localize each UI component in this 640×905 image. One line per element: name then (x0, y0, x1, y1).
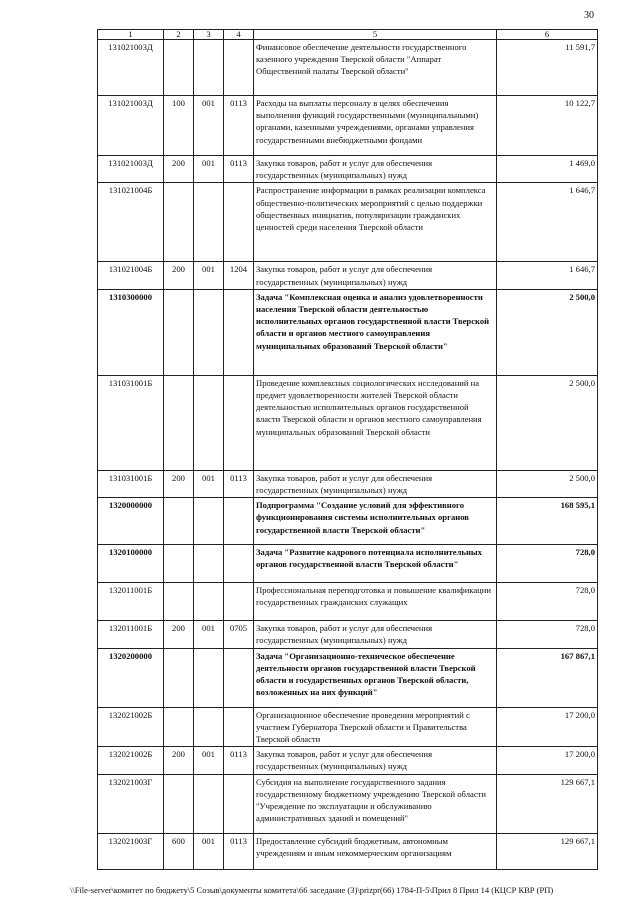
ministry-code-cell (194, 183, 224, 262)
classification-code-cell: 1310300000 (98, 289, 164, 375)
expense-type-cell: 200 (164, 156, 194, 183)
item-name-cell: Финансовое обеспечение деятельности государственного казенного учреждения Тверской области "Аппарат Общественной палаты Тверской области" (254, 40, 497, 96)
amount-cell: 2 500,0 (497, 289, 598, 375)
expense-type-cell: 100 (164, 96, 194, 156)
section-code-cell: 0113 (224, 470, 254, 497)
column-header: 4 (224, 30, 254, 40)
table-row (98, 545, 598, 583)
section-code-cell: 0113 (224, 156, 254, 183)
section-code-cell: 0113 (224, 747, 254, 774)
ministry-code-cell (194, 289, 224, 375)
amount-cell: 129 667,1 (497, 774, 598, 833)
column-header: 3 (194, 30, 224, 40)
classification-code-cell: 131031001Б (98, 375, 164, 470)
ministry-code-cell (194, 648, 224, 707)
classification-code-cell: 132011001Б (98, 621, 164, 648)
ministry-code-cell: 001 (194, 833, 224, 869)
amount-cell: 167 867,1 (497, 648, 598, 707)
section-code-cell (224, 498, 254, 545)
ministry-code-cell: 001 (194, 96, 224, 156)
classification-code-cell: 131021003Д (98, 96, 164, 156)
expense-type-cell (164, 375, 194, 470)
table-row (98, 183, 598, 262)
classification-code-cell: 131021003Д (98, 156, 164, 183)
column-header: 5 (254, 30, 497, 40)
table-row (98, 774, 598, 833)
classification-code-cell: 131021003Д (98, 40, 164, 96)
table-row (98, 747, 598, 774)
ministry-code-cell (194, 774, 224, 833)
item-name-cell: Задача "Развитие кадрового потенциала исполнительных органов государственной власти Тверской области" (254, 545, 497, 583)
amount-cell: 2 500,0 (497, 375, 598, 470)
table-row (98, 583, 598, 621)
item-name-cell: Расходы на выплаты персоналу в целях обеспечения выполнения функций государственными (муниципальными) органами, казенными учреждениями, органами управления государственными внебюджетными фондами (254, 96, 497, 156)
classification-code-cell: 132021003Г (98, 774, 164, 833)
section-code-cell (224, 183, 254, 262)
ministry-code-cell: 001 (194, 747, 224, 774)
amount-cell: 10 122,7 (497, 96, 598, 156)
classification-code-cell: 132021002Б (98, 707, 164, 747)
classification-code-cell: 132021002Б (98, 747, 164, 774)
section-code-cell (224, 40, 254, 96)
amount-cell: 728,0 (497, 621, 598, 648)
classification-code-cell: 131021004Б (98, 262, 164, 289)
classification-code-cell: 131031001Б (98, 470, 164, 497)
item-name-cell: Организационное обеспечение проведения мероприятий с участием Губернатора Тверской области и Правительства Тверской области (254, 707, 497, 747)
expense-type-cell (164, 183, 194, 262)
classification-code-cell: 1320200000 (98, 648, 164, 707)
ministry-code-cell (194, 545, 224, 583)
amount-cell: 1 469,0 (497, 156, 598, 183)
table-row (98, 648, 598, 707)
amount-cell: 728,0 (497, 583, 598, 621)
amount-cell: 1 646,7 (497, 183, 598, 262)
ministry-code-cell: 001 (194, 262, 224, 289)
ministry-code-cell (194, 707, 224, 747)
expense-type-cell (164, 648, 194, 707)
table-header-row (98, 30, 598, 40)
table-row (98, 498, 598, 545)
section-code-cell: 0113 (224, 96, 254, 156)
expense-type-cell (164, 498, 194, 545)
table-row (98, 707, 598, 747)
item-name-cell: Проведение комплексных социологических исследований на предмет удовлетворенности жителей Тверской области деятельностью исполнительных органов государственной власти Тверской области и органов местного самоуправления муниципальных образований Тверской области (254, 375, 497, 470)
expense-type-cell: 600 (164, 833, 194, 869)
expense-type-cell (164, 583, 194, 621)
amount-cell: 129 667,1 (497, 833, 598, 869)
item-name-cell: Закупка товаров, работ и услуг для обеспечения государственных (муниципальных) нужд (254, 621, 497, 648)
ministry-code-cell: 001 (194, 470, 224, 497)
item-name-cell: Задача "Организационно-техническое обеспечение деятельности органов государственной власти Тверской области и государственных органов Тверской области, возложенных на них функций" (254, 648, 497, 707)
expense-type-cell (164, 289, 194, 375)
file-path-footer: \\File-server\комитет по бюджету\5 Созыв\документы комитета\66 заседание (3)\prizpr(66) 1784-П-5\Прил 8 Прил 14 (КЦСР КВР (РП) (70, 885, 554, 895)
item-name-cell: Закупка товаров, работ и услуг для обеспечения государственных (муниципальных) нужд (254, 470, 497, 497)
expense-type-cell (164, 707, 194, 747)
section-code-cell (224, 774, 254, 833)
item-name-cell: Субсидия на выполнение государственного задания государственному бюджетному учреждению Тверской области "Учреждение по эксплуатации и обслуживанию административных зданий и помещений" (254, 774, 497, 833)
ministry-code-cell: 001 (194, 156, 224, 183)
expense-type-cell: 200 (164, 621, 194, 648)
ministry-code-cell: 001 (194, 621, 224, 648)
table-row (98, 96, 598, 156)
section-code-cell (224, 707, 254, 747)
amount-cell: 728,0 (497, 545, 598, 583)
column-header: 1 (98, 30, 164, 40)
page-number: 30 (584, 10, 594, 21)
column-header: 6 (497, 30, 598, 40)
section-code-cell (224, 583, 254, 621)
item-name-cell: Закупка товаров, работ и услуг для обеспечения государственных (муниципальных) нужд (254, 262, 497, 289)
amount-cell: 11 591,7 (497, 40, 598, 96)
classification-code-cell: 1320100000 (98, 545, 164, 583)
expense-type-cell (164, 545, 194, 583)
table-row (98, 621, 598, 648)
classification-code-cell: 132021003Г (98, 833, 164, 869)
amount-cell: 1 646,7 (497, 262, 598, 289)
table-row (98, 375, 598, 470)
amount-cell: 17 200,0 (497, 707, 598, 747)
table-row (98, 833, 598, 869)
classification-code-cell: 131021004Б (98, 183, 164, 262)
table-row (98, 156, 598, 183)
section-code-cell (224, 375, 254, 470)
classification-code-cell: 1320000000 (98, 498, 164, 545)
column-header: 2 (164, 30, 194, 40)
expense-type-cell: 200 (164, 262, 194, 289)
ministry-code-cell (194, 498, 224, 545)
section-code-cell: 0705 (224, 621, 254, 648)
item-name-cell: Профессиональная переподготовка и повышение квалификации государственных гражданских служащих (254, 583, 497, 621)
expense-type-cell: 200 (164, 470, 194, 497)
ministry-code-cell (194, 375, 224, 470)
section-code-cell: 1204 (224, 262, 254, 289)
item-name-cell: Закупка товаров, работ и услуг для обеспечения государственных (муниципальных) нужд (254, 156, 497, 183)
section-code-cell (224, 648, 254, 707)
expense-type-cell (164, 40, 194, 96)
expense-type-cell: 200 (164, 747, 194, 774)
ministry-code-cell (194, 583, 224, 621)
item-name-cell: Закупка товаров, работ и услуг для обеспечения государственных (муниципальных) нужд (254, 747, 497, 774)
section-code-cell (224, 289, 254, 375)
budget-table (97, 29, 598, 870)
section-code-cell (224, 545, 254, 583)
expense-type-cell (164, 774, 194, 833)
item-name-cell: Распространение информации в рамках реализации комплекса общественно-политических мероприятий с целью поддержки общественных инициатив, популяризации гражданских ценностей среди населения Тверской области (254, 183, 497, 262)
table-row (98, 470, 598, 497)
item-name-cell: Подпрограмма "Создание условий для эффективного функционирования системы исполнительных органов государственной власти Тверской области" (254, 498, 497, 545)
item-name-cell: Задача "Комплексная оценка и анализ удовлетворенности населения Тверской области деятельностью исполнительных органов государственной власти Тверской области и органов местного самоуправления муниципальных образований Тверской области" (254, 289, 497, 375)
ministry-code-cell (194, 40, 224, 96)
amount-cell: 2 500,0 (497, 470, 598, 497)
table-row (98, 289, 598, 375)
section-code-cell: 0113 (224, 833, 254, 869)
table-row (98, 40, 598, 96)
amount-cell: 17 200,0 (497, 747, 598, 774)
classification-code-cell: 132011001Б (98, 583, 164, 621)
item-name-cell: Предоставление субсидий бюджетным, автономным учреждениям и иным некоммерческим организациям (254, 833, 497, 869)
amount-cell: 168 595,1 (497, 498, 598, 545)
table-row (98, 262, 598, 289)
